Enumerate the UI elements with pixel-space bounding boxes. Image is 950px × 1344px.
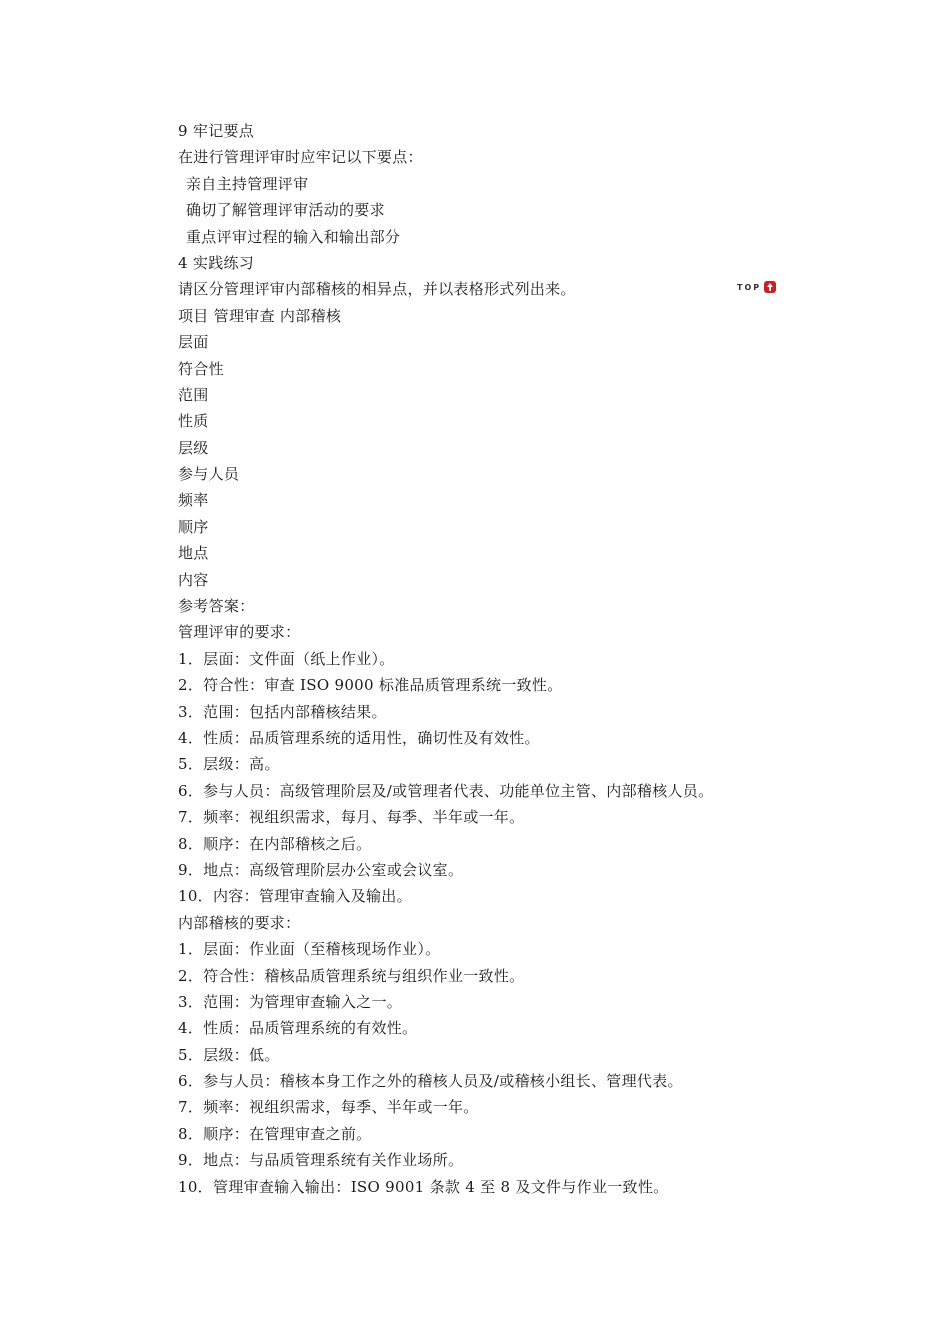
section-heading: 9 牢记要点: [178, 122, 255, 140]
table-row-label: 符合性: [178, 359, 224, 378]
review-item: 7．频率：视组织需求，每月、每季、半年或一年。: [178, 808, 525, 827]
audit-item: 1．层面：作业面（至稽核现场作业）。: [178, 940, 441, 959]
table-row-label: 地点: [178, 544, 209, 563]
section-intro: 在进行管理评审时应牢记以下要点：: [178, 148, 423, 167]
table-row-label: 层级: [178, 438, 209, 457]
top-label: TOP: [737, 282, 762, 292]
review-item: 10．内容：管理审查输入及输出。: [178, 887, 412, 906]
key-point: 亲自主持管理评审: [186, 174, 309, 193]
audit-requirements-title: 内部稽核的要求：: [178, 913, 301, 932]
audit-item: 2．符合性：稽核品质管理系统与组织作业一致性。: [178, 966, 525, 985]
table-header: 项目 管理审查 内部稽核: [178, 306, 342, 325]
audit-item: 5．层级：低。: [178, 1045, 280, 1064]
key-point: 重点评审过程的输入和输出部分: [186, 227, 401, 246]
answer-heading: 参考答案：: [178, 597, 255, 616]
document-body: [178, 118, 798, 1200]
audit-item: 8．顺序：在管理审查之前。: [178, 1124, 372, 1143]
audit-item: 4．性质：品质管理系统的有效性。: [178, 1019, 418, 1038]
arrow-up-icon: [764, 281, 776, 293]
audit-item: 3．范围：为管理审查输入之一。: [178, 992, 403, 1011]
audit-item: 6．参与人员：稽核本身工作之外的稽核人员及/或稽核小组长、管理代表。: [178, 1072, 683, 1091]
exercise-instruction: 请区分管理评审内部稽核的相异点，并以表格形式列出来。: [178, 280, 576, 299]
audit-item: 7．频率：视组织需求，每季、半年或一年。: [178, 1098, 479, 1117]
review-item: 1．层面：文件面（纸上作业）。: [178, 649, 395, 668]
audit-item: 9．地点：与品质管理系统有关作业场所。: [178, 1151, 464, 1170]
table-row-label: 范围: [178, 385, 209, 404]
review-item: 6．参与人员：高级管理阶层及/或管理者代表、功能单位主管、内部稽核人员。: [178, 781, 714, 800]
review-requirements-title: 管理评审的要求：: [178, 623, 301, 642]
table-row-label: 频率: [178, 491, 209, 510]
table-row-label: 性质: [178, 412, 209, 431]
audit-item: 10．管理审查输入输出：ISO 9001 条款 4 至 8 及文件与作业一致性。: [178, 1177, 669, 1196]
section-heading: 4 实践练习: [178, 253, 255, 272]
review-item: 8．顺序：在内部稽核之后。: [178, 834, 372, 853]
back-to-top-button[interactable]: [737, 280, 776, 294]
key-point: 确切了解管理评审活动的要求: [186, 201, 385, 220]
review-item: 5．层级：高。: [178, 755, 280, 774]
review-item: 9．地点：高级管理阶层办公室或会议室。: [178, 860, 464, 879]
table-row-label: 顺序: [178, 517, 209, 536]
table-row-label: 内容: [178, 570, 209, 589]
table-row-label: 参与人员: [178, 465, 240, 484]
table-row-label: 层面: [178, 333, 209, 352]
review-item: 3．范围：包括内部稽核结果。: [178, 702, 387, 721]
review-item: 4．性质：品质管理系统的适用性，确切性及有效性。: [178, 728, 540, 747]
review-item: 2．符合性：审查 ISO 9000 标准品质管理系统一致性。: [178, 676, 563, 695]
